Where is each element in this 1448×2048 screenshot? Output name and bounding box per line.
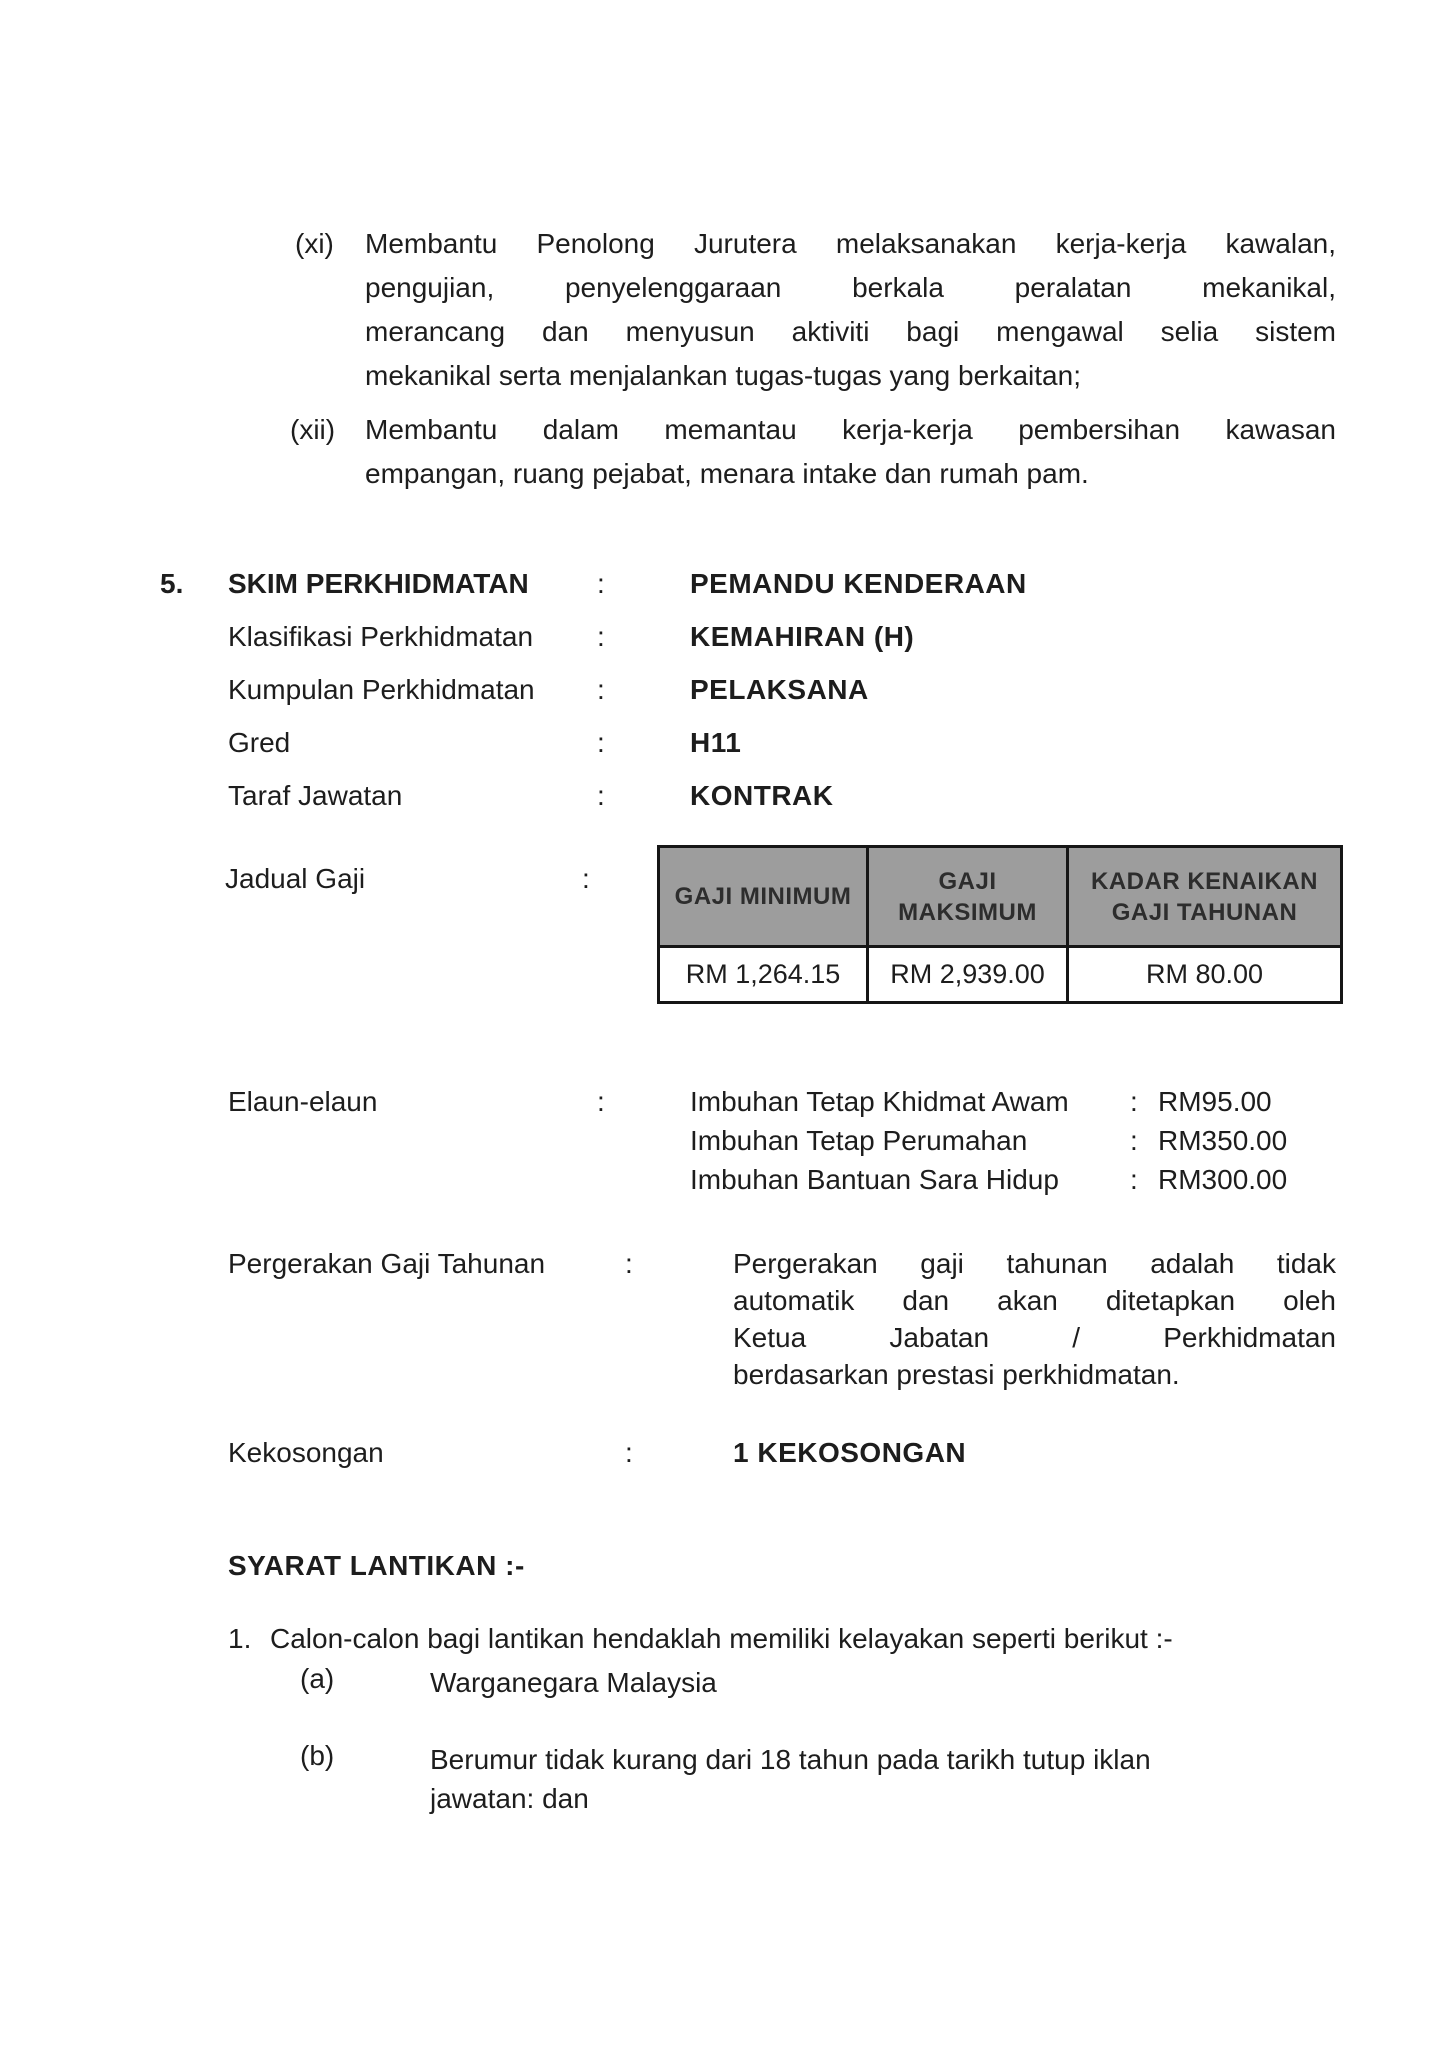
requirement-item-1 bbox=[228, 1623, 1173, 1655]
row-label: Taraf Jawatan bbox=[228, 780, 403, 811]
allowance-list bbox=[690, 1082, 1287, 1199]
row-klasifikasi bbox=[160, 620, 914, 654]
row-colon: : bbox=[625, 1437, 633, 1468]
row-colon: : bbox=[582, 863, 590, 894]
duty-item-xi bbox=[295, 222, 1336, 398]
row-taraf-jawatan bbox=[160, 779, 834, 813]
row-colon: : bbox=[597, 780, 605, 811]
row-label: Klasifikasi Perkhidmatan bbox=[228, 621, 534, 652]
row-gred bbox=[160, 726, 741, 760]
row-label: Kumpulan Perkhidmatan bbox=[228, 674, 535, 705]
salary-table-value-row bbox=[659, 947, 1342, 1003]
allowance-name: Imbuhan Tetap Khidmat Awam bbox=[690, 1086, 1069, 1117]
duty-line: empangan, ruang pejabat, menara intake dan rumah pam. bbox=[365, 458, 1089, 489]
row-kekosongan bbox=[228, 1436, 966, 1470]
row-label: Elaun-elaun bbox=[228, 1086, 378, 1117]
increment-text bbox=[733, 1245, 1336, 1393]
row-elaun bbox=[228, 1082, 1287, 1199]
salary-value-cell: RM 1,264.15 bbox=[659, 947, 868, 1003]
subitem-line: Berumur tidak kurang dari 18 tahun pada tarikh tutup iklan bbox=[430, 1744, 1151, 1775]
duty-text bbox=[365, 222, 1336, 398]
row-label: Jadual Gaji bbox=[225, 863, 366, 894]
allowance-colon: : bbox=[1130, 1086, 1138, 1117]
duty-line: pengujian, penyelenggaraan berkala peralatan mekanikal, bbox=[365, 272, 1336, 303]
duty-line: mekanikal serta menjalankan tugas-tugas yang berkaitan; bbox=[365, 360, 1081, 391]
salary-table-header-row bbox=[659, 847, 1342, 947]
salary-header-cell: GAJI MAKSIMUM bbox=[868, 847, 1068, 947]
row-value: PEMANDU KENDERAAN bbox=[690, 568, 1027, 599]
allowance-value: RM95.00 bbox=[1158, 1086, 1272, 1117]
salary-value-cell: RM 80.00 bbox=[1068, 947, 1342, 1003]
duty-text bbox=[365, 408, 1336, 496]
allowance-value: RM300.00 bbox=[1158, 1164, 1288, 1195]
subitem-line: Warganegara Malaysia bbox=[430, 1667, 717, 1698]
allowance-row bbox=[690, 1121, 1287, 1160]
requirement-number: 1. bbox=[228, 1623, 252, 1654]
row-colon: : bbox=[597, 568, 605, 599]
requirement-subitem-b bbox=[300, 1740, 1151, 1818]
allowance-value: RM350.00 bbox=[1158, 1125, 1288, 1156]
row-value: KONTRAK bbox=[690, 780, 834, 811]
salary-header-cell: GAJI MINIMUM bbox=[659, 847, 868, 947]
allowance-name: Imbuhan Tetap Perumahan bbox=[690, 1125, 1028, 1156]
requirements-heading: SYARAT LANTIKAN :- bbox=[228, 1550, 525, 1581]
row-label: Pergerakan Gaji Tahunan bbox=[228, 1248, 546, 1279]
duty-number: (xii) bbox=[290, 414, 336, 445]
increment-line: Ketua Jabatan / Perkhidmatan bbox=[733, 1322, 1336, 1353]
row-value: KEMAHIRAN (H) bbox=[690, 621, 915, 652]
allowance-row bbox=[690, 1082, 1287, 1121]
allowance-colon: : bbox=[1130, 1164, 1138, 1195]
allowance-row bbox=[690, 1160, 1287, 1199]
subitem-letter: (a) bbox=[300, 1663, 335, 1694]
subitem-text bbox=[430, 1663, 717, 1702]
row-pergerakan-gaji bbox=[228, 1245, 1336, 1393]
allowance-name: Imbuhan Bantuan Sara Hidup bbox=[690, 1164, 1059, 1195]
row-value: 1 KEKOSONGAN bbox=[733, 1437, 967, 1468]
duty-number: (xi) bbox=[295, 228, 334, 259]
requirement-subitem-a bbox=[300, 1663, 717, 1702]
subitem-text bbox=[430, 1740, 1151, 1818]
row-jadual-gaji bbox=[225, 862, 675, 896]
row-colon: : bbox=[597, 674, 605, 705]
row-value: H11 bbox=[690, 727, 742, 758]
row-label: Kekosongan bbox=[228, 1437, 384, 1468]
row-colon: : bbox=[597, 621, 605, 652]
salary-header-cell: KADAR KENAIKAN GAJI TAHUNAN bbox=[1068, 847, 1342, 947]
salary-table bbox=[657, 845, 1343, 1004]
subitem-line: jawatan: dan bbox=[430, 1783, 589, 1814]
row-kumpulan bbox=[160, 673, 869, 707]
duty-line: Membantu Penolong Jurutera melaksanakan kerja-kerja kawalan, bbox=[365, 228, 1336, 259]
duty-line: merancang dan menyusun aktiviti bagi mengawal selia sistem bbox=[365, 316, 1336, 347]
increment-line: Pergerakan gaji tahunan adalah tidak bbox=[733, 1248, 1336, 1279]
row-label: Gred bbox=[228, 727, 291, 758]
allowance-colon: : bbox=[1130, 1125, 1138, 1156]
row-label: SKIM PERKHIDMATAN bbox=[228, 568, 529, 599]
section-number: 5. bbox=[160, 568, 184, 599]
row-skim-perkhidmatan bbox=[160, 567, 1027, 601]
increment-line: berdasarkan prestasi perkhidmatan. bbox=[733, 1359, 1180, 1390]
row-value: PELAKSANA bbox=[690, 674, 869, 705]
duty-line: Membantu dalam memantau kerja-kerja pembersihan kawasan bbox=[365, 414, 1336, 445]
salary-value-cell: RM 2,939.00 bbox=[868, 947, 1068, 1003]
row-colon: : bbox=[597, 1086, 605, 1117]
duty-item-xii bbox=[290, 408, 1336, 496]
row-colon: : bbox=[625, 1248, 633, 1279]
row-colon: : bbox=[597, 727, 605, 758]
requirement-text: Calon-calon bagi lantikan hendaklah memiliki kelayakan seperti berikut :- bbox=[270, 1623, 1173, 1654]
increment-line: automatik dan akan ditetapkan oleh bbox=[733, 1285, 1336, 1316]
subitem-letter: (b) bbox=[300, 1740, 335, 1771]
